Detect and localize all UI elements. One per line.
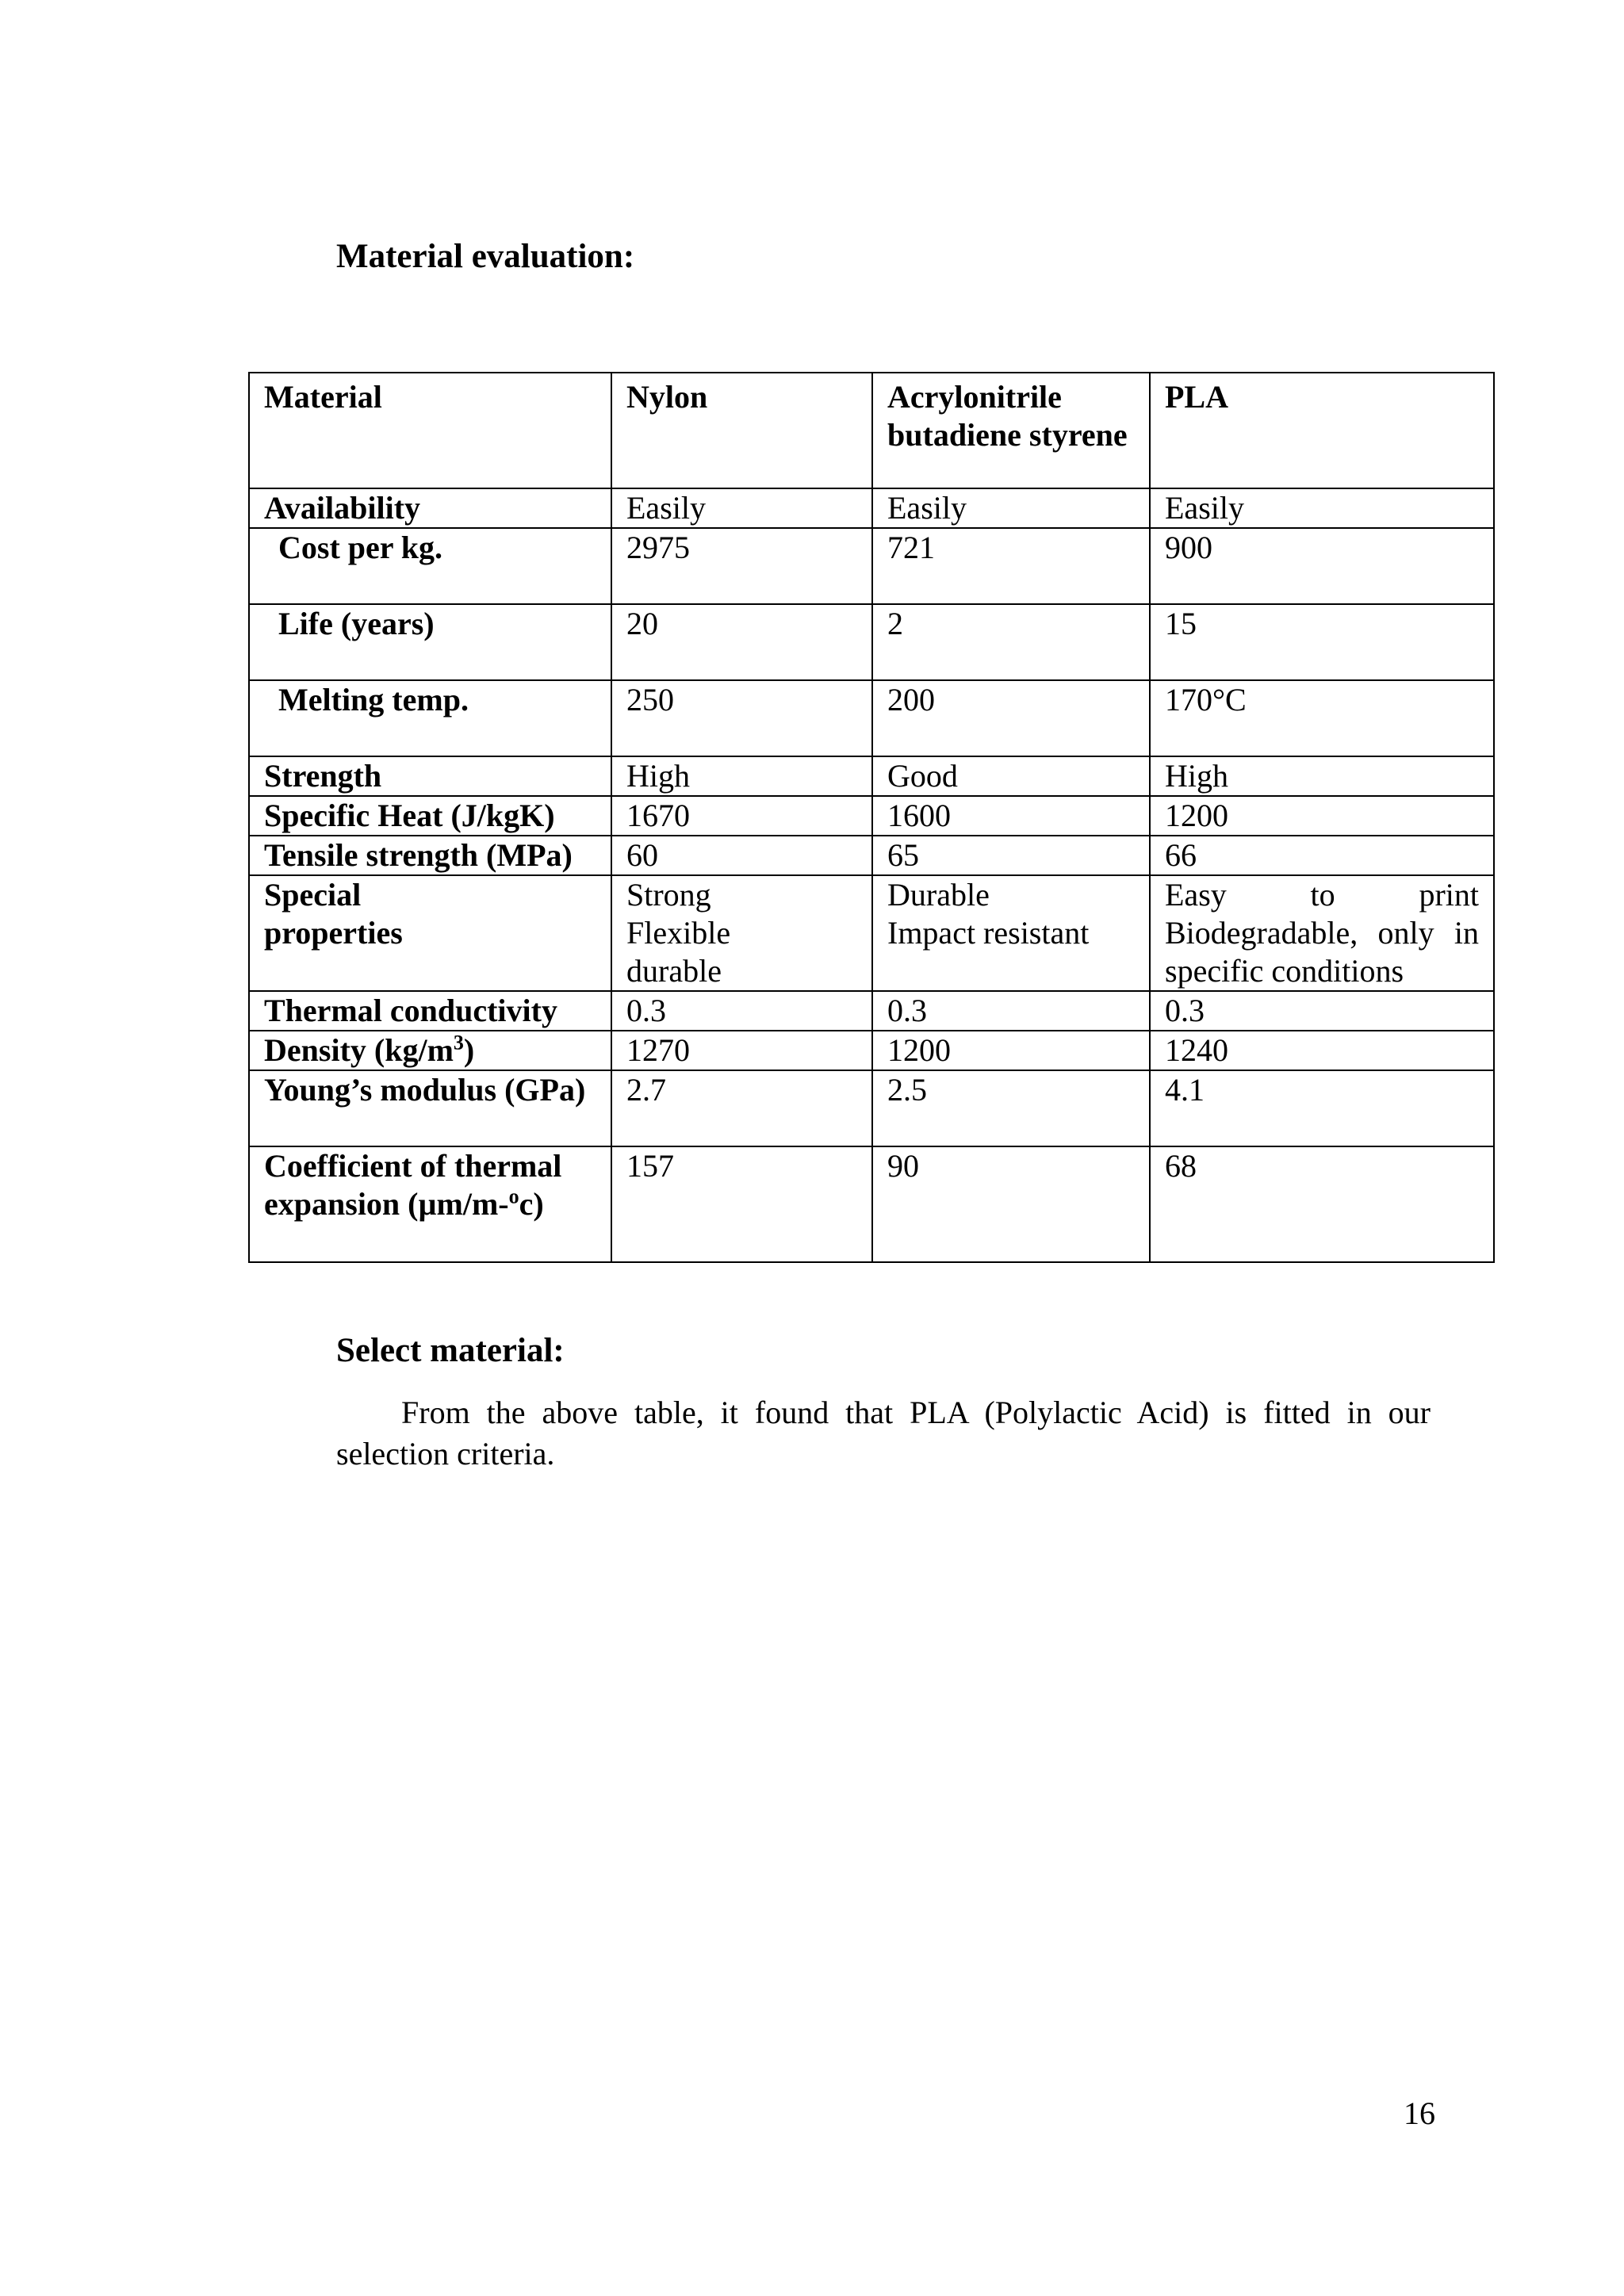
cell-nylon: Easily — [611, 488, 872, 528]
table-row — [249, 604, 1494, 680]
cell-pla: 0.3 — [1150, 991, 1494, 1031]
cell-nylon: 250 — [611, 680, 872, 756]
cell-abs: 65 — [872, 836, 1150, 875]
cell-pla: 170°C — [1150, 680, 1494, 756]
cell-pla: Easy to print Biodegradable, only in specific conditions — [1150, 875, 1494, 991]
table-row — [249, 756, 1494, 796]
row-label: Young’s modulus (GPa) — [249, 1070, 611, 1146]
cell-pla: 1200 — [1150, 796, 1494, 836]
cell-nylon: 2975 — [611, 528, 872, 604]
page-title: Material evaluation: — [336, 238, 635, 275]
row-label: Tensile strength (MPa) — [249, 836, 611, 875]
cell-pla: 15 — [1150, 604, 1494, 680]
cell-abs: 90 — [872, 1146, 1150, 1262]
row-label: Density $(kg/m^3)$ — [249, 1031, 611, 1070]
header-nylon: Nylon — [611, 373, 872, 488]
row-label: Strength — [249, 756, 611, 796]
header-abs: Acrylonitrile butadiene styrene — [872, 373, 1150, 488]
cell-abs: Easily — [872, 488, 1150, 528]
cell-pla: 66 — [1150, 836, 1494, 875]
row-label: Coefficient of thermal expansion (µm/m-$^o$c) — [249, 1146, 611, 1262]
cell-abs: 0.3 — [872, 991, 1150, 1031]
cell-pla: Easily — [1150, 488, 1494, 528]
cell-abs: Durable Impact resistant — [872, 875, 1150, 991]
cell-pla: 68 — [1150, 1146, 1494, 1262]
row-label: Life (years) — [249, 604, 611, 680]
cell-nylon: 1270 — [611, 1031, 872, 1070]
cell-abs: Good — [872, 756, 1150, 796]
table-row — [249, 991, 1494, 1031]
page-number: 16 — [1404, 2095, 1435, 2131]
conclusion-paragraph: From the above table, it found that PLA (Polylactic Acid) is fitted in our selection criteria. — [336, 1395, 1431, 1471]
table-row — [249, 836, 1494, 875]
row-label: Melting temp. — [249, 680, 611, 756]
table-row — [249, 528, 1494, 604]
cell-abs: 200 — [872, 680, 1150, 756]
table-row — [249, 680, 1494, 756]
row-label: Thermal conductivity — [249, 991, 611, 1031]
row-label: Availability — [249, 488, 611, 528]
header-pla: PLA — [1150, 373, 1494, 488]
cell-nylon: 2.7 — [611, 1070, 872, 1146]
row-label: Cost per kg. — [249, 528, 611, 604]
table-row — [249, 1146, 1494, 1262]
table-row — [249, 875, 1494, 991]
cell-abs: 1200 — [872, 1031, 1150, 1070]
cell-abs: 2.5 — [872, 1070, 1150, 1146]
table-row — [249, 488, 1494, 528]
row-label: Specific Heat (J/kgK) — [249, 796, 611, 836]
table-row — [249, 1031, 1494, 1070]
cell-nylon: 20 — [611, 604, 872, 680]
cell-pla: 4.1 — [1150, 1070, 1494, 1146]
cell-nylon: 1670 — [611, 796, 872, 836]
cell-abs: 1600 — [872, 796, 1150, 836]
cell-nylon: Strong Flexible durable — [611, 875, 872, 991]
select-material-heading: Select material: — [336, 1332, 565, 1369]
cell-pla: 900 — [1150, 528, 1494, 604]
cell-nylon: High — [611, 756, 872, 796]
material-evaluation-table — [248, 372, 1495, 1263]
table-header-row — [249, 373, 1494, 488]
table-row — [249, 1070, 1494, 1146]
cell-nylon: 60 — [611, 836, 872, 875]
row-label: Special properties — [249, 875, 611, 991]
table-row — [249, 796, 1494, 836]
cell-nylon: 0.3 — [611, 991, 872, 1031]
cell-nylon: 157 — [611, 1146, 872, 1262]
cell-abs: 721 — [872, 528, 1150, 604]
cell-pla: High — [1150, 756, 1494, 796]
header-material: Material — [249, 373, 611, 488]
cell-pla: 1240 — [1150, 1031, 1494, 1070]
cell-abs: 2 — [872, 604, 1150, 680]
